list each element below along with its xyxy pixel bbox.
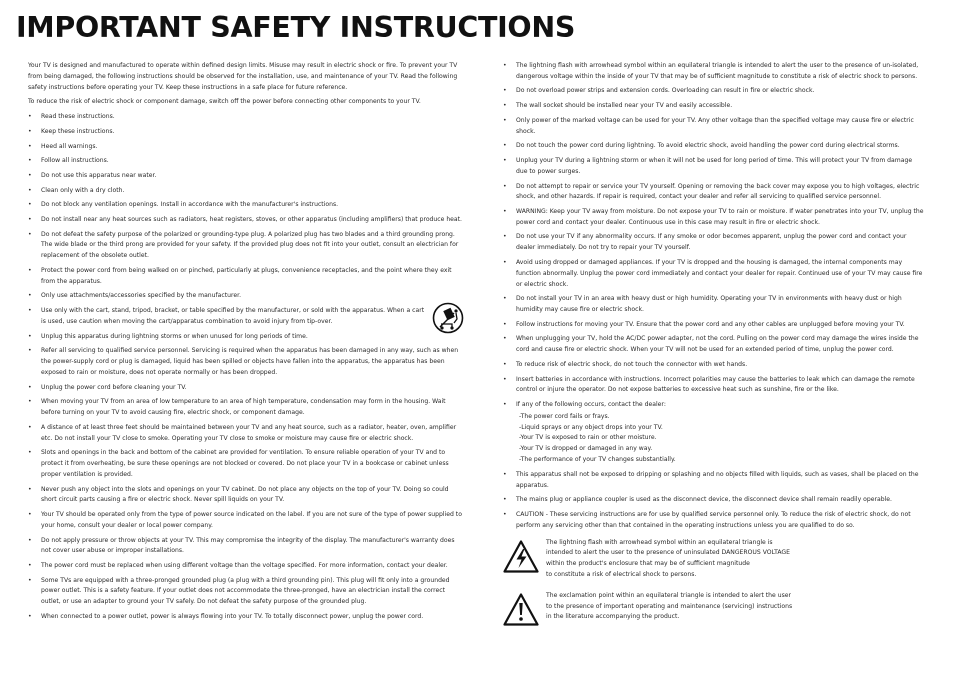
list-item	[503, 400, 925, 411]
list-item-text: When unplugging your TV, hold the AC/DC power adapter, not the cord. Pulling on the power cord may damage the wires inside the cord and cause fire or electric shock. When your TV will not be used for an extended period of time, unplug the power cord.	[516, 335, 919, 354]
list-item-text: Read these instructions.	[41, 113, 115, 121]
list-item-text: Follow all instructions.	[41, 157, 109, 165]
list-item-text: The wall socket should be installed near your TV and easily accessible.	[516, 102, 733, 110]
list-item	[28, 171, 464, 182]
list-item-text: Follow instructions for moving your TV. Ensure that the power cord and any other cables are unplugged before moving your TV.	[516, 320, 905, 328]
intro-paragraph: To reduce the risk of electric shock or component damage, switch off the power before connecting other components to your TV.	[28, 98, 421, 106]
list-item	[503, 360, 925, 371]
right-instruction-list-continued	[503, 470, 925, 532]
list-item	[28, 200, 464, 211]
list-item-text: Do not overload power strips and extension cords. Overloading can result in fire or electric shock.	[516, 87, 815, 95]
list-item	[28, 230, 464, 262]
list-item-text: A distance of at least three feet should be maintained between your TV and any heat source, such as a radiator, heater, oven, amplifier etc. Do not install your TV close to smoke. Operating your TV close to smoke or moisture may cause fire or electric shock.	[41, 423, 457, 442]
list-item	[28, 561, 464, 572]
list-item-text: Clean only with a dry cloth.	[41, 186, 125, 194]
list-item	[503, 334, 925, 356]
list-item-text: Only use attachments/accessories specified by the manufacturer.	[41, 292, 242, 300]
list-item	[28, 127, 464, 138]
right-instruction-list	[503, 61, 925, 411]
list-item-text: Keep these instructions.	[41, 127, 115, 135]
list-item-text: Some TVs are equipped with a three-pronged grounded plug (a plug with a third grounding pin). This plug will fit only into a grounded power outlet. This is a safety feature. If your outlet does not accommodate the three-pronged, have an electrician install the correct outlet, or use an adapter to ground your TV safely. Do not defeat the safety purpose of the grounded plug.	[41, 576, 450, 606]
list-item	[28, 306, 464, 328]
list-item	[28, 448, 464, 480]
list-item-text: Do not use your TV if any abnormality occurs. If any smoke or odor becomes apparent, unplug the power cord and contact your dealer immediately. Do not try to repair your TV yourself.	[516, 233, 907, 252]
list-item-text: Protect the power cord from being walked on or pinched, particularly at plugs, convenience receptacles, and the point where they exit from the apparatus.	[41, 266, 452, 285]
list-item	[503, 470, 925, 492]
list-item-text: The power cord must be replaced when using different voltage than the voltage specified. For more information, contact your dealer.	[41, 561, 448, 569]
list-item	[28, 397, 464, 419]
list-item	[28, 383, 464, 394]
list-item	[503, 141, 925, 152]
list-item	[28, 346, 464, 378]
list-item	[503, 61, 925, 83]
list-item-text: To reduce risk of electric shock, do not touch the connector with wet hands.	[516, 360, 748, 368]
list-item	[503, 116, 925, 138]
list-item-text: Do not apply pressure or throw objects at your TV. This may compromise the integrity of the display. The manufacturer's warranty does not cover user abuse or improper installations.	[41, 536, 455, 555]
list-item-text: Do not touch the power cord during lightning. To avoid electric shock, avoid handling the power cord during electrical storms.	[516, 142, 900, 150]
page-title: IMPORTANT SAFETY INSTRUCTIONS	[16, 11, 576, 44]
list-item-text: Unplug the power cord before cleaning your TV.	[41, 383, 187, 391]
exclamation-warning-icon	[503, 593, 539, 626]
dealer-conditions-list	[503, 412, 925, 466]
list-item	[503, 375, 925, 397]
list-item-text: When moving your TV from an area of low temperature to an area of high temperature, condensation may form in the housing. Wait before turning on your TV to avoid causing fire, electric shock, or component damage.	[41, 398, 446, 417]
list-item	[28, 612, 464, 623]
list-item	[28, 576, 464, 608]
list-item-text: Unplug your TV during a lightning storm or when it will not be used for long period of time. This will protect your TV from damage due to power surges.	[516, 157, 913, 175]
warning-line: intended to alert the user to the presence of uninsulated DANGEROUS VOLTAGE	[546, 549, 790, 557]
list-item-text: Only power of the marked voltage can be used for your TV. Any other voltage than the specified voltage may cause fire or electric shock.	[516, 116, 914, 135]
lightning-warning-icon	[503, 540, 539, 573]
list-item-text: Slots and openings in the back and bottom of the cabinet are provided for ventilation. To ensure reliable operation of your TV and to protect it from overheating, be sure these openings are not blocked or covered. Do not place your TV in a bookcase or cabinet unless proper ventilation is provided.	[41, 449, 449, 478]
list-item	[28, 423, 464, 445]
list-item	[503, 294, 925, 316]
list-item	[503, 258, 925, 290]
list-item-text: WARNING: Keep your TV away from moisture. Do not expose your TV to rain or moisture. If water penetrates into your TV, unplug the power cord and contact your dealer. Continuous use in this case may result in fire or electric shock.	[516, 208, 924, 226]
list-item	[28, 510, 464, 532]
list-item	[503, 495, 925, 506]
list-item-text: The mains plug or appliance coupler is used as the disconnect device, the disconnect device shall remain readily operable.	[516, 496, 892, 504]
list-item	[28, 186, 464, 197]
list-item-text: Never push any object into the slots and openings on your TV cabinet. Do not place any objects on the top of your TV. Doing so could short circuit parts causing a fire or electric shock. Never spill liquids on your TV.	[41, 485, 449, 504]
list-item	[503, 510, 925, 532]
list-item-text: Do not install your TV in an area with heavy dust or high humidity. Operating your TV in environments with heavy dust or high humidity may cause fire or electric shock.	[516, 295, 902, 314]
cart-tip-over-icon	[432, 302, 464, 334]
list-item-text: This apparatus shall not be exposed to dripping or splashing and no objects filled with liquids, such as vases, shall be placed on the apparatus.	[516, 470, 919, 489]
right-column	[503, 61, 925, 623]
list-item-text: Do not use this apparatus near water.	[41, 171, 157, 179]
warning-line: The lightning flash with arrowhead symbol within an equilateral triangle is	[546, 538, 773, 546]
sub-list-item: -The performance of your TV changes substantially.	[519, 455, 676, 463]
list-item-text: Do not defeat the safety purpose of the polarized or grounding-type plug. A polarized plug has two blades and a third grounding prong. The wide blade or the third prong are provided for your safety. If the provided plug does not fit into your outlet, consult an electrician for replacement of the obsolete outlet.	[41, 230, 459, 260]
list-item	[503, 156, 925, 178]
list-item	[28, 485, 464, 507]
list-item-text: CAUTION - These servicing instructions are for use by qualified service personnel only. To reduce the risk of electric shock, do not perform any servicing other than that contained in the operating instructions unless you are qualified to do so.	[516, 510, 911, 529]
list-item	[503, 207, 925, 229]
list-item-text: Refer all servicing to qualified service personnel. Servicing is required when the apparatus has been damaged in any way, such as when the power-supply cord or plug is damaged, liquid has been spilled or objects have fallen into the apparatus, the apparatus has been exposed to rain or moisture, does not operate normally or has been dropped.	[41, 347, 459, 376]
sub-list-item: -Your TV is dropped or damaged in any way.	[519, 445, 653, 453]
warning-line: to the presence of important operating and maintenance (servicing) instructions	[546, 602, 793, 610]
list-item-text: When connected to a power outlet, power is always flowing into your TV. To totally disconnect power, unplug the power cord.	[41, 612, 424, 620]
list-item	[503, 86, 925, 97]
list-item	[28, 215, 464, 226]
list-item-text: The lightning flash with arrowhead symbol within an equilateral triangle is intended to alert the user to the presence of un-isolated, dangerous voltage within the inside of your TV that may be of sufficient magnitude to constitute a risk of electric shock to persons.	[516, 62, 919, 80]
list-item-text: Your TV should be operated only from the type of power source indicated on the label. If you are not sure of the type of power supplied to your home, consult your dealer or local power company.	[41, 511, 462, 529]
list-item	[503, 182, 925, 204]
list-item	[28, 112, 464, 123]
lightning-warning-block	[503, 538, 925, 581]
sub-list-item: -Liquid sprays or any object drops into your TV.	[519, 423, 663, 431]
list-item-text: Avoid using dropped or damaged appliances. If your TV is dropped and the housing is damaged, the internal components may function abnormally. Unplug the power cord immediately and contact your dealer for repair. Continued use of your TV may cause fire or electric shock.	[516, 258, 923, 288]
list-item-text: Insert batteries in accordance with instructions. Incorrect polarities may cause the batteries to leak which can damage the remote control or injure the operator. Do not expose batteries to excessive heat such as sunshine, fire or the like.	[516, 375, 915, 394]
left-column	[28, 61, 464, 627]
exclamation-warning-text	[546, 591, 925, 623]
list-item	[28, 536, 464, 558]
list-item-text: Use only with the cart, stand, tripod, bracket, or table specified by the manufacturer, or sold with the apparatus. When a cart is used, use caution when moving the cart/apparatus combination to avoid injury from tip-over.	[41, 307, 425, 325]
list-item-text: Heed all warnings.	[41, 142, 98, 150]
list-item-text: Unplug this apparatus during lightning storms or when unused for long periods of time.	[41, 332, 308, 340]
left-instruction-list	[28, 112, 464, 623]
warning-line: to constitute a risk of electrical shock to persons.	[546, 570, 697, 578]
list-item	[503, 101, 925, 112]
lightning-warning-text	[546, 538, 925, 581]
sub-list-item: -Your TV is exposed to rain or other moisture.	[519, 434, 657, 442]
list-item	[28, 266, 464, 288]
list-item	[28, 156, 464, 167]
warning-line: in the literature accompanying the product.	[546, 613, 680, 621]
list-item-text: Do not attempt to repair or service your TV yourself. Opening or removing the back cover may expose you to high voltages, electric shock, and other hazards. If repair is required, contact your dealer and refer all servicing to qualified service personnel.	[516, 182, 920, 201]
warning-line: The exclamation point within an equilateral triangle is intended to alert the user	[546, 591, 792, 599]
warning-line: within the product's enclosure that may be of sufficient magnitude	[546, 560, 750, 568]
exclamation-warning-block	[503, 591, 925, 623]
sub-list-item: -The power cord fails or frays.	[519, 412, 610, 420]
list-item	[28, 332, 464, 343]
list-item-text: Do not block any ventilation openings. Install in accordance with the manufacturer's instructions.	[41, 201, 339, 209]
list-item-text: Do not install near any heat sources such as radiators, heat registers, stoves, or other apparatus (including amplifiers) that produce heat.	[41, 216, 462, 223]
intro-paragraph: Your TV is designed and manufactured to operate within defined design limits. Misuse may result in electric shock or fire. To prevent your TV from being damaged, the following instructions should be observed for the installation, use, and maintenance of your TV. Read the following safety instructions before operating your TV. Keep these instructions in a safe place for future reference.	[28, 62, 458, 91]
list-item	[28, 291, 464, 302]
list-item	[503, 232, 925, 254]
list-item-text: If any of the following occurs, contact the dealer:	[516, 401, 666, 409]
list-item	[503, 320, 925, 331]
list-item	[28, 142, 464, 153]
